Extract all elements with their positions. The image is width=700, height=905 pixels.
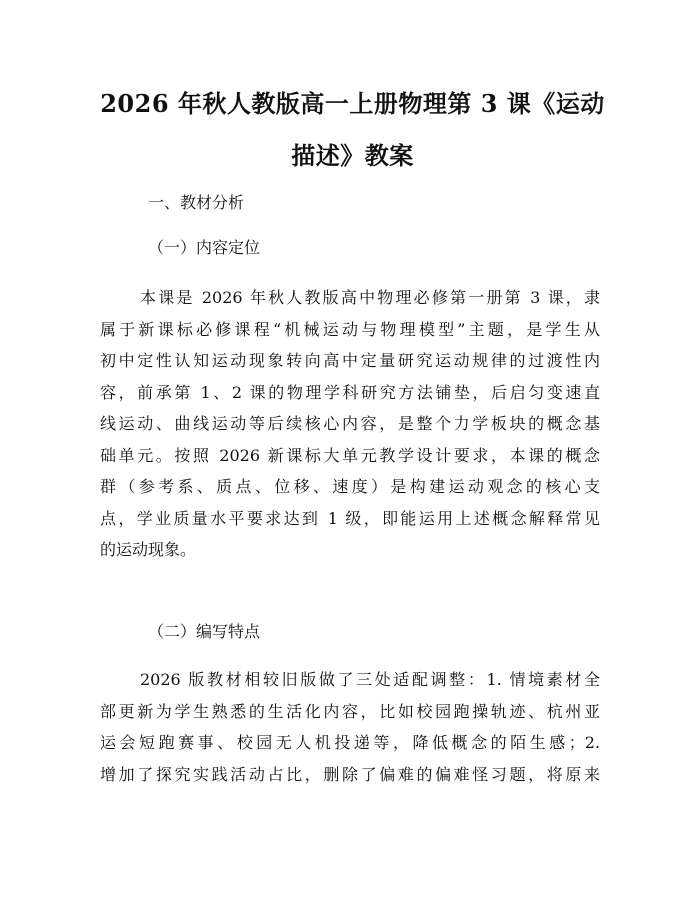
paragraph-line: 群（参考系、质点、位移、速度）是构建运动观念的核心支 (100, 477, 600, 496)
title-line: 2026 年秋人教版高一上册物理第 3 课《运动 (100, 89, 605, 118)
paragraph-line: 础单元。按照 2026 新课标大单元教学设计要求，本课的概念 (100, 445, 600, 465)
paragraph-line: 属于新课标必修课程“机械运动与物理模型”主题，是学生从 (100, 319, 600, 339)
paragraph-line: 点，学业质量水平要求达到 1 级，即能运用上述概念解释常见 (100, 508, 600, 528)
paragraph-content-positioning (100, 282, 600, 566)
paragraph-line: 线运动、曲线运动等后续核心内容，是整个力学板块的概念基 (100, 414, 600, 433)
paragraph-line: 本课是 2026 年秋人教版高中物理必修第一册第 3 课，隶 (140, 288, 600, 307)
document-title (95, 78, 610, 182)
paragraph-line: 运会短跑赛事、校园无人机投递等，降低概念的陌生感；2. (100, 733, 600, 752)
section-heading-teaching-material-analysis: 一、教材分析 (148, 193, 245, 212)
paragraph-line: 2026 版教材相较旧版做了三处适配调整：1. 情境素材全 (140, 670, 600, 689)
paragraph-line: 增加了探究实践活动占比，删除了偏难的偏难怪习题，将原来 (100, 764, 600, 784)
paragraph-writing-features (100, 664, 600, 790)
subsection-heading-content-positioning: （一）内容定位 (148, 238, 261, 257)
paragraph-line: 初中定性认知运动现象转向高中定量研究运动规律的过渡性内 (100, 351, 600, 370)
paragraph-line: 容，前承第 1、2 课的物理学科研究方法铺垫，后启匀变速直 (100, 382, 600, 402)
subsection-heading-writing-features: （二）编写特点 (148, 622, 261, 641)
title-line: 描述》教案 (291, 141, 414, 170)
paragraph-line: 部更新为学生熟悉的生活化内容，比如校园跑操轨迹、杭州亚 (100, 701, 600, 721)
paragraph-line: 的运动现象。 (100, 540, 197, 559)
